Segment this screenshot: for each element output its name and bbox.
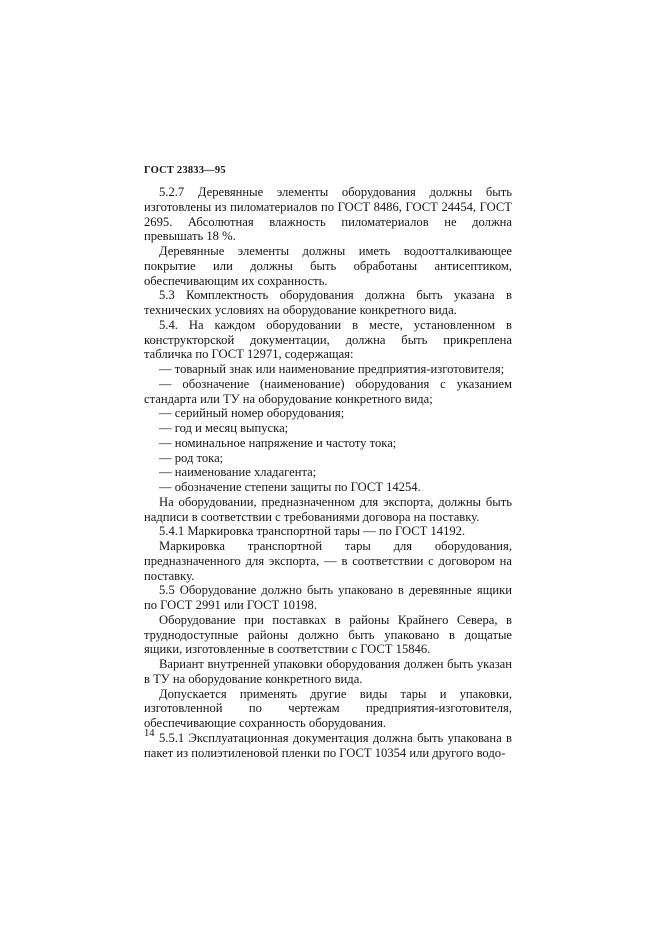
paragraph-wood-coating: Деревянные элементы должны иметь водоотталкивающее покрытие или должны быть обработаны антисептиком, обеспечивающим их сохранность. bbox=[144, 244, 512, 288]
list-item: — род тока; bbox=[159, 450, 224, 465]
list-item: — товарный знак или наименование предприятия-изготовителя; bbox=[159, 362, 505, 376]
paragraph-5-3: 5.3 Комплектность оборудования должна быть указана в технических условиях на оборудование конкретного вида. bbox=[144, 288, 512, 317]
paragraph-5-5: 5.5 Оборудование должно быть упаковано в деревянные ящики по ГОСТ 2991 или ГОСТ 10198. bbox=[144, 583, 512, 612]
paragraph-5-4-1: 5.4.1 Маркировка транспортной тары — по ГОСТ 14192. bbox=[159, 524, 466, 539]
list-item: — серийный номер оборудования; bbox=[159, 406, 345, 421]
document-header: ГОСТ 23833—95 bbox=[144, 165, 226, 176]
paragraph-5-4: 5.4. На каждом оборудовании в месте, установленном в конструкторской документации, должна быть прикреплена табличка по ГОСТ 12971, содержащая: bbox=[144, 317, 512, 362]
page-number: 14 bbox=[144, 728, 155, 739]
paragraph-5-5-1: 5.5.1 Эксплуатационная документация должна быть упакована в пакет из полиэтиленовой пленки по ГОСТ 10354 или другого водо- bbox=[144, 730, 512, 760]
document-body bbox=[144, 185, 512, 760]
list-item: — год и месяц выпуска; bbox=[159, 421, 289, 435]
list-item: — обозначение степени защиты по ГОСТ 14254. bbox=[159, 480, 421, 494]
paragraph-other-packaging: Допускается применять другие виды тары и упаковки, изготовленной по чертежам предприятия-изготовителя, обеспечивающие сохранность оборудования. bbox=[144, 686, 512, 730]
paragraph-far-north: Оборудование при поставках в районы Крайнего Севера, в труднодоступные районы должно быть упаковано в дощатые ящики, изготовленные в соответствии с ГОСТ 15846. bbox=[144, 612, 512, 657]
list-item: — обозначение (наименование) оборудования с указанием стандарта или ТУ на оборудование конкретного вида; bbox=[144, 376, 512, 406]
list-item: — наименование хладагента; bbox=[159, 465, 317, 480]
paragraph-export-marking: Маркировка транспортной тары для оборудования, предназначенного для экспорта, — в соответствии с договором на поставку. bbox=[144, 539, 512, 583]
list-item: — номинальное напряжение и частоту тока; bbox=[159, 435, 397, 450]
paragraph-export-labels: На оборудовании, предназначенном для экспорта, должны быть надписи в соответствии с требованиями договора на поставку. bbox=[144, 494, 512, 524]
paragraph-5-2-7: 5.2.7 Деревянные элементы оборудования должны быть изготовлены из пиломатериалов по ГОСТ 8486, ГОСТ 24454, ГОСТ 2695. Абсолютная влажность пиломатериалов не должна превышать 18 %. bbox=[144, 185, 512, 244]
paragraph-inner-packaging: Вариант внутренней упаковки оборудования должен быть указан в ТУ на оборудование конкретного вида. bbox=[144, 657, 512, 686]
